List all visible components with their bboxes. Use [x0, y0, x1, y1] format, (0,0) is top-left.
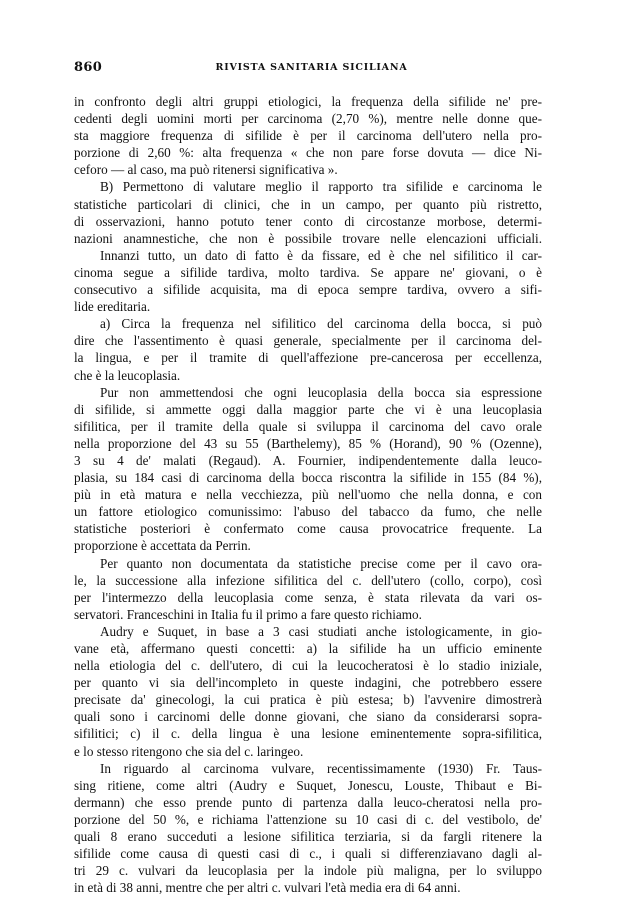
text-line: in confronto degli altri gruppi etiologici, la frequenza della sifilide ne' pre-	[74, 94, 542, 109]
page-number: 860	[74, 60, 103, 75]
text-line: di osservazioni, hanno potuto tener conto di circostanze morbose, determi-	[74, 213, 542, 229]
text-line: Innanzi tutto, un dato di fatto è da fissare, ed è che nel sifilitico il car-	[100, 247, 542, 263]
text-line: che è la leucoplasia.	[74, 367, 181, 383]
text-line: cinoma segue a sifilide tardiva, molto tardiva. Se appare ne' giovani, o è	[74, 264, 542, 280]
text-line: 3 su 4 de' malati (Regaud). A. Fournier, indipendentemente dalla leuco-	[74, 452, 542, 468]
text-line: servatori. Franceschini in Italia fu il primo a fare questo richiamo.	[74, 606, 422, 622]
text-line: per quanto vi sia dell'incompleto in queste indagini, che potrebbero essere	[74, 675, 542, 691]
text-line: Pur non ammettendosi che ogni leucoplasia della bocca sia espressione	[100, 384, 542, 400]
text-line: tri 29 c. vulvari da leucoplasia per la indole più maligna, per lo sviluppo	[74, 863, 542, 879]
text-line: nella proporzione del 43 su 55 (Barthelemy), 85 % (Horand), 90 % (Ozenne),	[74, 435, 542, 451]
text-line: lide ereditaria.	[74, 299, 151, 315]
text-line: Per quanto non documentata da statistiche precise come per il cavo ora-	[100, 555, 542, 571]
text-line: statistiche posteriori è confermato come causa provocatrice frequente. La	[74, 521, 542, 537]
text-line: dire che l'assentimento è quasi generale, specialmente per il carcinoma del-	[74, 333, 542, 349]
text-line: sifilitica, per il tramite della quale si sviluppa il carcinoma del cavo orale	[74, 418, 542, 434]
text-line: dermann) che esso prende punto di partenza dalla leuco-cheratosi nella pro-	[74, 794, 542, 810]
text-line: di sifilide, si ammette oggi dalla maggior parte che vi è una leucoplasia	[74, 401, 542, 417]
text-line: quali 8 erano succeduti a lesione sifilitica terziaria, si da fargli ritenere la	[74, 829, 542, 845]
text-line: più in età matura e nella vecchiezza, più nell'uomo che nella donna, e con	[74, 487, 542, 503]
text-line: cedenti degli uomini morti per carcinoma (2,70 %), mentre nelle donne que-	[74, 111, 542, 127]
text-line: sifilide come causa di questi casi di c., i quali si differenziavano dagli al-	[74, 846, 542, 862]
text-line: per l'intermezzo della leucoplasia come senza, è stata rilevata da vari os-	[74, 589, 542, 605]
text-line: vane età, affermano questi concetti: a) la sifilide ha un ufficio eminente	[74, 641, 542, 656]
text-line: nella etiologia del c. dell'utero, di cui la leucocheratosi è lo stadio iniziale,	[74, 658, 542, 674]
text-line: In riguardo al carcinoma vulvare, recentissimamente (1930) Fr. Taus-	[100, 760, 542, 776]
text-line: nazioni anamnestiche, che non è possibile trovare nelle elencazioni ufficiali.	[74, 230, 542, 246]
text-line: statistiche particolari di clinici, che in un campo, per quanto più ristretto,	[74, 196, 542, 212]
text-line: Audry e Suquet, in base a 3 casi studiati anche istologicamente, in gio-	[100, 623, 542, 639]
text-line: ceforo — al caso, ma può ritenersi significativa ».	[74, 162, 338, 178]
text-line: sifilitici; c) il c. della lingua è una lesione eminentemente sopra-sifilitica,	[74, 726, 542, 742]
running-title: RIVISTA SANITARIA SICILIANA	[215, 62, 408, 73]
text-line: un fattore etiologico comunissimo: l'abuso del tabacco da fumo, che nelle	[74, 504, 542, 520]
text-line: consecutivo a sifilide acquisita, ma di epoca sempre tardiva, ovvero a sifi-	[74, 282, 542, 298]
page-header	[74, 60, 549, 78]
text-line: quali sono i carcinomi delle donne giovani, che siano da considerarsi sopra-	[74, 709, 542, 725]
text-line: in età di 38 anni, mentre che per altri c. vulvari l'età media era di 64 anni.	[74, 880, 461, 896]
text-line: precisate da' ginecologi, la cui pratica è più estesa; b) l'avvenire dimostrerà	[74, 692, 542, 708]
text-line: le, la successione alla infezione sifilitica del c. dell'utero (collo, corpo), così	[74, 572, 542, 588]
text-line: e lo stesso ritengono che sia del c. laringeo.	[74, 743, 304, 759]
body-text	[74, 93, 542, 896]
text-line: B) Permettono di valutare meglio il rapporto tra sifilide e carcinoma le	[100, 179, 542, 195]
text-line: porzione di 2,60 %: alta frequenza « che non pare forse dovuta — dice Ni-	[74, 145, 542, 161]
text-line: a) Circa la frequenza nel sifilitico del carcinoma della bocca, si può	[100, 316, 542, 332]
text-line: sing ritiene, come altri (Audry e Suquet, Jonescu, Louste, Thibaut e Bi-	[74, 777, 542, 793]
text-line: sta maggiore frequenza di sifilide è per il carcinoma dell'utero nella pro-	[74, 128, 542, 144]
text-line: la lingua, e per il tramite di quell'affezione pre-cancerosa per eccellenza,	[74, 350, 542, 366]
text-line: proporzione è accettata da Perrin.	[74, 538, 251, 554]
text-line: porzione del 50 %, e richiama l'attenzione su 10 casi di c. del vestibolo, de'	[74, 811, 542, 827]
text-line: plasia, su 184 casi di carcinoma della bocca riscontra la sifilide in 155 (84 %),	[74, 470, 542, 486]
